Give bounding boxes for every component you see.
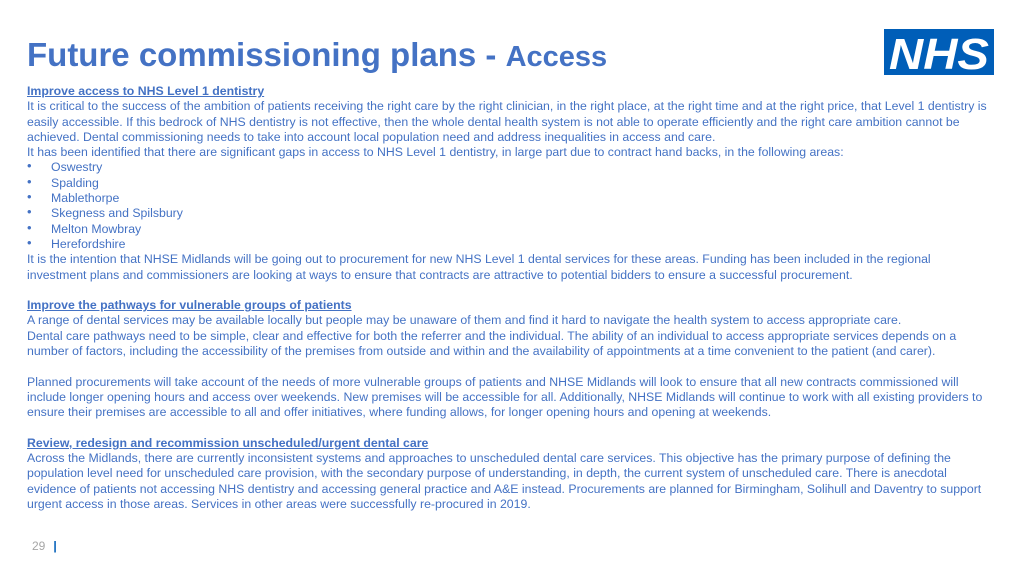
list-item: • Herefordshire <box>27 237 993 252</box>
nhs-logo <box>884 29 994 75</box>
slide-content <box>27 84 993 512</box>
paragraph: Planned procurements will take account of the needs of more vulnerable groups of patients and NHSE Midlands will look to ensure that all new contracts commissioned will include longer opening hours and access over weekends. New premises will be accessible for all. Additionally, NHSE Midlands will continue to work with all existing providers to ensure their premises are accessible to all and offer initiatives, where funding allows, for longer opening hours and opening at weekends. <box>27 374 983 420</box>
section-heading-urgent-care: Review, redesign and recommission unscheduled/urgent dental care <box>27 435 429 450</box>
title-main: Future commissioning plans - <box>27 36 506 73</box>
page-title <box>27 36 607 76</box>
list-item: • Spalding <box>27 176 993 191</box>
nhs-logo-text: NHS <box>889 30 989 75</box>
list-item: • Melton Mowbray <box>27 222 993 237</box>
slide-footer <box>32 539 57 553</box>
section-heading-access: Improve access to NHS Level 1 dentistry <box>27 84 265 98</box>
paragraph: It has been identified that there are significant gaps in access to NHS Level 1 dentistry, in large part due to contract hand backs, in the following areas: <box>27 145 844 160</box>
list-item: • Oswestry <box>27 160 993 175</box>
footer-separator: | <box>53 539 57 553</box>
paragraph: It is the intention that NHSE Midlands will be going out to procurement for new NHS Level 1 dental services for these areas. Funding has been included in the regional investment plans and commissioners are looking at ways to ensure that contracts are attractive to potential bidders to ensure a successful procurement. <box>27 252 931 282</box>
paragraph: It is critical to the success of the ambition of patients receiving the right care by the right clinician, in the right place, at the right time and at the right price, that Level 1 dentistry is easily accessible. If this bedrock of NHS dentistry is not effective, then the whole dental health system is not able to operate efficiently and the right care ambition cannot be achieved. Dental commissioning needs to take into account local population need and address inequalities in access and care. <box>27 99 987 144</box>
section-heading-pathways: Improve the pathways for vulnerable groups of patients <box>27 298 352 313</box>
paragraph: Dental care pathways need to be simple, clear and effective for both the referrer and the individual. The ability of an individual to access appropriate services depends on a number of factors, including the accessibility of the premises from outside and within and the availability of appointments at a time convenient to the patient (and carer). <box>27 328 957 359</box>
paragraph: Across the Midlands, there are currently inconsistent systems and approaches to unscheduled dental care services. This objective has the primary purpose of defining the population level need for unscheduled care provision, with the secondary purpose of understanding, in depth, the current system of unscheduled care. There is anecdotal evidence of patients not accessing NHS dentistry and accessing general practice and A&E instead. Procurements are planned for Birmingham, Solihull and Daventry to support urgent access in those areas. Services in other areas were successfully re-procured in 2019. <box>27 451 982 512</box>
spacer <box>27 283 993 298</box>
areas-list <box>27 160 993 252</box>
spacer <box>27 359 993 374</box>
paragraph: A range of dental services may be available locally but people may be unaware of them and find it hard to navigate the health system to access appropriate care. <box>27 313 902 328</box>
spacer <box>27 421 993 436</box>
list-item: • Skegness and Spilsbury <box>27 206 993 221</box>
page-number: 29 <box>32 539 46 553</box>
list-item: • Mablethorpe <box>27 191 993 206</box>
title-sub: Access <box>505 41 608 73</box>
